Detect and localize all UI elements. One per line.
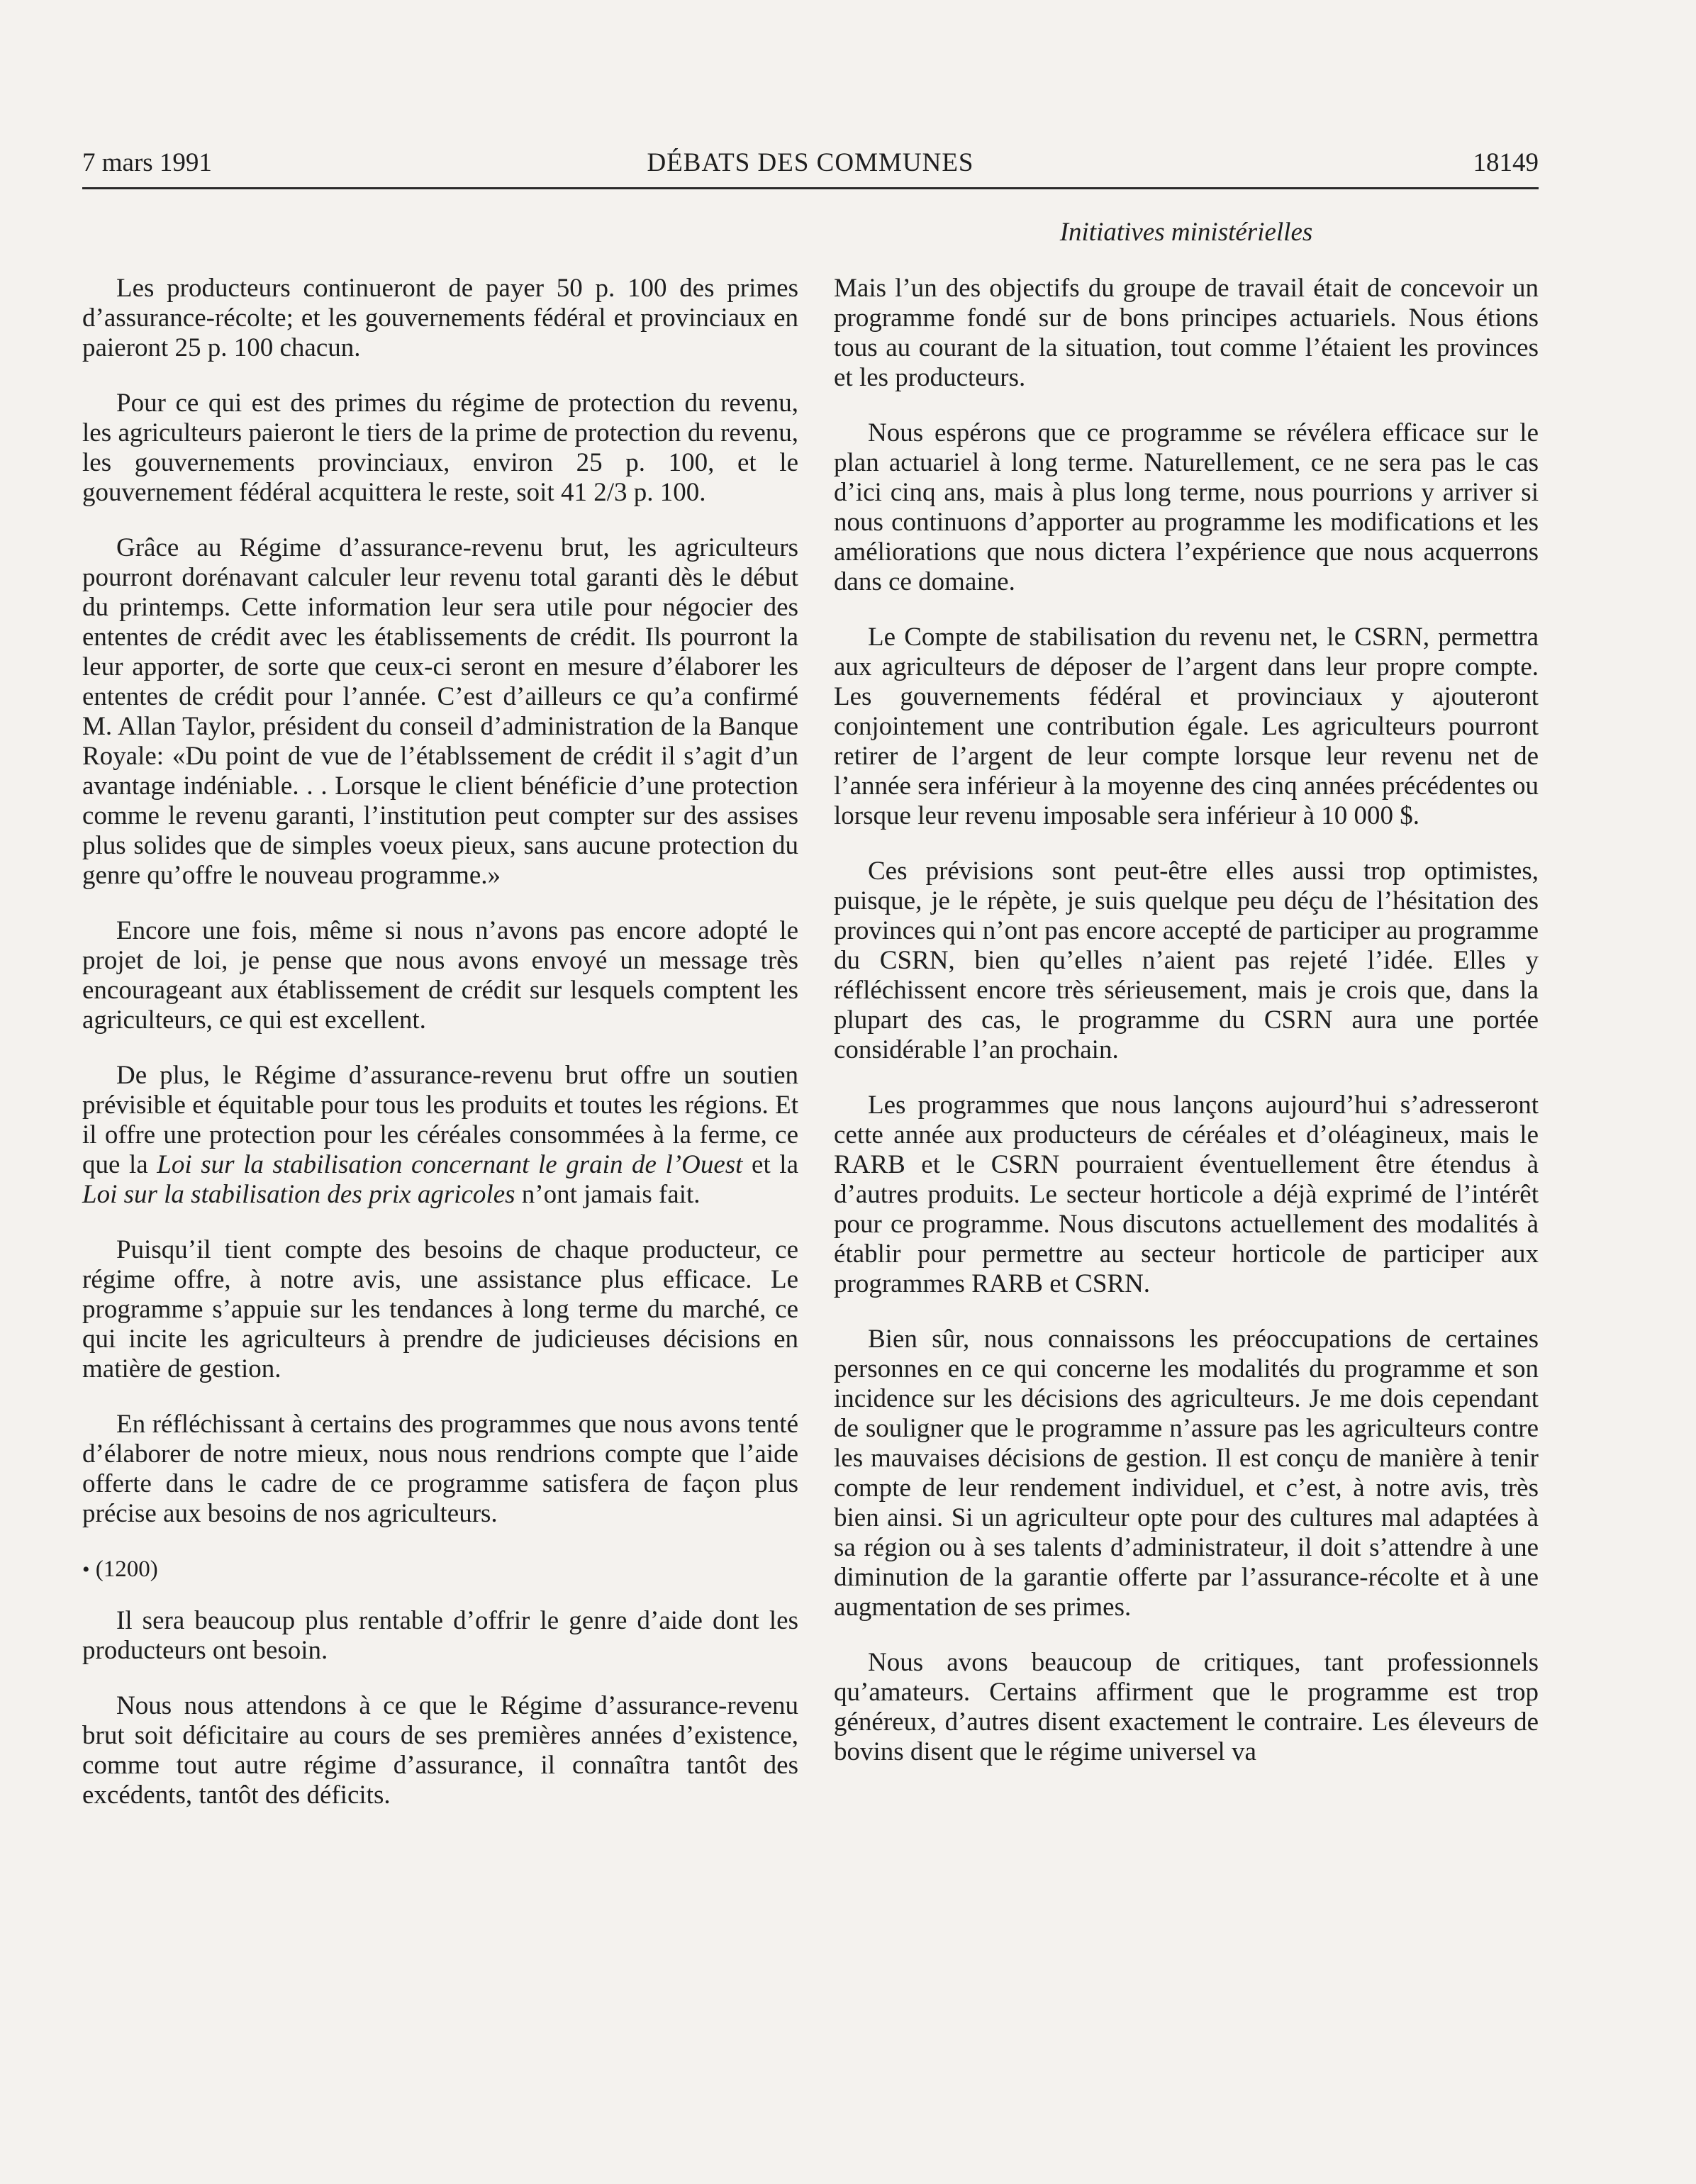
paragraph: Les producteurs continueront de payer 50 p. 100 des primes d’assurance-récolte; et les gouvernements fédéral et provinciaux en paieront 25 p. 100 chacun. (82, 274, 798, 362)
time-marker-text: (1200) (95, 1556, 158, 1582)
paragraph: Le Compte de stabilisation du revenu net, le CSRN, permettra aux agriculteurs de déposer de l’argent dans leur propre compte. Les gouvernements fédéral et provinciaux y ajouteront conjointement une contribution égale. Les agriculteurs pourront retirer de l’argent de leur compte lorsque leur revenu net de l’année sera inférieur à la moyenne des cinq années précédentes ou lorsque leur revenu imposable sera inférieur à 10 000 $. (834, 623, 1539, 830)
paragraph: Encore une fois, même si nous n’avons pas encore adopté le projet de loi, je pense que nous avons envoyé un message très encourageant aux établissement de crédit sur lesquels comptent les agriculteurs, ce qui est excellent. (82, 916, 798, 1035)
paragraph-text: et la (742, 1150, 799, 1179)
header-date: 7 mars 1991 (82, 148, 212, 177)
paragraph: Nous nous attendons à ce que le Régime d’assurance-revenu brut soit déficitaire au cours de ses premières années d’existence, comme tout autre régime d’assurance, il connaîtra tantôt des excédents, tantôt des déficits. (82, 1691, 798, 1810)
paragraph: Ces prévisions sont peut-être elles aussi trop optimistes, puisque, je le répète, je suis quelque peu déçu de l’hésitation des provinces qui n’ont pas encore accepté de participer au programme du CSRN, bien qu’elles n’aient pas rejeté l’idée. Elles y réfléchissent encore très sérieusement, mais je crois que, dans la plupart des cas, le programme du CSRN aura une portée considérable l’an prochain. (834, 857, 1539, 1064)
bullet-icon: • (82, 1558, 90, 1581)
header-page-number: 18149 (1473, 148, 1539, 177)
paragraph: Grâce au Régime d’assurance-revenu brut, les agriculteurs pourront dorénavant calculer leur revenu total garanti dès le début du printemps. Cette information leur sera utile pour négocier des ententes de crédit avec les établissements de crédit. Ils pourront la leur apporter, de sorte que ceux-ci seront en mesure d’élaborer les ententes de crédit pour l’année. C’est d’ailleurs ce qu’a confirmé M. Allan Taylor, président du conseil d’administration de la Banque Royale: «Du point de vue de l’établssement de crédit il s’agit d’un avantage indéniable. . . Lorsque le client bénéficie d’une protection comme le revenu garanti, l’institution peut compter sur des assises plus solides que de simples voeux pieux, sans aucune protection du genre qu’offre le nouveau programme.» (82, 533, 798, 890)
paragraph: Nous avons beaucoup de critiques, tant professionnels qu’amateurs. Certains affirment que le programme est trop généreux, d’autres disent exactement le contraire. Les éleveurs de bovins disent que le régime universel va (834, 1648, 1539, 1766)
law-title: Loi sur la stabilisation des prix agricoles (82, 1180, 515, 1209)
paragraph: En réfléchissant à certains des programmes que nous avons tenté d’élaborer de notre mieux, nous nous rendrions compte que l’aide offerte dans le cadre de ce programme satisfera de façon plus précise aux besoins de nos agriculteurs. (82, 1410, 798, 1528)
left-column (82, 274, 798, 1836)
header-rule (82, 187, 1539, 189)
paragraph-text: n’ont jamais fait. (515, 1180, 701, 1209)
law-title: Loi sur la stabilisation concernant le grain de l’Ouest (157, 1150, 743, 1179)
paragraph: Puisqu’il tient compte des besoins de chaque producteur, ce régime offre, à notre avis, une assistance plus efficace. Le programme s’appuie sur les tendances à long terme du marché, ce qui incite les agriculteurs à prendre de judicieuses décisions en matière de gestion. (82, 1235, 798, 1383)
page-header (82, 147, 1539, 186)
paragraph: Il sera beaucoup plus rentable d’offrir le genre d’aide dont les producteurs ont besoin. (82, 1606, 798, 1665)
section-rubric: Initiatives ministérielles (1059, 218, 1313, 247)
paragraph: Nous espérons que ce programme se révélera efficace sur le plan actuariel à long terme. Naturellement, ce ne sera pas le cas d’ici cinq ans, mais à plus long terme, nous pourrions y arriver si nous continuons d’apporter au programme les modifications et les améliorations que nous dictera l’expérience que nous acquerrons dans ce domaine. (834, 418, 1539, 596)
paragraph: Bien sûr, nous connaissons les préoccupations de certaines personnes en ce qui concerne les modalités du programme et son incidence sur les décisions des agriculteurs. Je me dois cependant de souligner que le programme n’assure pas les agriculteurs contre les mauvaises décisions de gestion. Il est conçu de manière à tenir compte de leur rendement individuel, et c’est, à notre avis, très bien ainsi. Si un agriculteur opte pour des cultures mal adaptées à sa région ou à ses talents d’administrateur, il doit s’attendre à une diminution de la garantie offerte par l’assurance-récolte et à une augmentation de ses primes. (834, 1325, 1539, 1622)
paragraph (82, 1061, 798, 1210)
header-title: DÉBATS DES COMMUNES (647, 148, 974, 177)
time-marker (82, 1554, 798, 1585)
paragraph: Mais l’un des objectifs du groupe de travail était de concevoir un programme fondé sur de bons principes actuariels. Nous étions tous au courant de la situation, tout comme l’étaient les provinces et les producteurs. (834, 274, 1539, 392)
paragraph: Pour ce qui est des primes du régime de protection du revenu, les agriculteurs paieront le tiers de la prime de protection du revenu, les gouvernements provinciaux, environ 25 p. 100, et le gouvernement fédéral acquittera le reste, soit 41 2/3 p. 100. (82, 389, 798, 507)
paragraph: Les programmes que nous lançons aujourd’hui s’adresseront cette année aux producteurs de céréales et d’oléagineux, mais le RARB et le CSRN pourraient éventuellement être étendus à d’autres produits. Le secteur horticole a déjà exprimé de l’intérêt pour ce programme. Nous discutons actuellement des modalités à établir pour permettre au secteur horticole de participer aux programmes RARB et CSRN. (834, 1091, 1539, 1298)
right-column (834, 274, 1539, 1793)
paragraph-text: De plus, le Régime d’assurance-revenu brut offre un soutien prévisible et équitable pour tous les produits et toutes les régions. Et il offre une protection pour les céréales consommées à la ferme, ce que la (82, 1061, 798, 1179)
